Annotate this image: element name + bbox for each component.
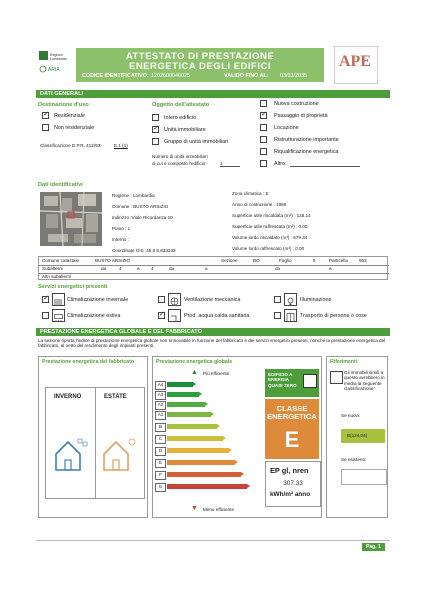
ep-label: EP gl, nren [270,466,309,475]
ape-logo-text: APE [339,53,371,70]
coordinate-field: Coordinate GIS :45,6 8,833333 [112,248,176,253]
codice-identificativo-value: 1202600046025 [151,73,190,79]
gruppo-unita-checkbox[interactable] [152,138,159,145]
nuova-costruzione-label: Nuova costruzione [274,101,319,107]
elevator-icon [284,309,297,322]
ep-box [265,461,321,507]
class-label-c: C [155,435,166,444]
subalterni-a-1-value: 4 [151,266,154,271]
class-bar-c [167,436,223,441]
riferimenti-text: Gli immobili simili a questo avrebbero in media la seguente classificazione: [344,370,385,391]
intero-edificio-label: Intero edificio [164,115,197,121]
dati-generali-bar: DATI GENERALI [36,90,390,98]
meno-efficiente-label: Meno efficiente [203,507,235,512]
classificazione-label: Classificazione D.P.R. 412/93: [40,143,102,148]
volume-riscaldato-field: Volume lordo riscaldato (m³) : 679.34 [232,235,308,240]
svg-text:Regione: Regione [50,53,64,57]
air-conditioner-icon [52,309,65,322]
riferimenti-checkbox[interactable] [330,371,343,384]
ep-value: 307.33 [283,480,303,487]
comune-catastale-value: BUSTO ARSIZIO [95,258,131,263]
altro-field[interactable] [290,166,360,167]
fabbricato-title: Prestazione energetica del fabbricato [42,359,134,365]
class-label-a1: A1 [155,411,166,420]
aerial-map-image [40,192,102,246]
unita-immobiliare-label: Unità immobiliare [164,127,206,133]
trasporto-label: Trasporto di persone o cose [300,313,367,319]
di-cui-value: 1 [220,161,240,167]
title-line-2: ENERGETICA DEGLI EDIFICI [128,61,272,72]
estate-label: ESTATE [104,394,127,400]
class-bar-g [167,484,247,489]
prestazione-bar: PRESTAZIONE ENERGETICA GLOBALE E DEL FABBRICATO [36,328,390,336]
globale-box [152,356,322,518]
foglio-label: Foglio [279,258,292,263]
riferimenti-title: Riferimenti [330,359,358,365]
acqua-calda-checkbox[interactable] [158,312,165,319]
prestazione-intro: La sezione riporta l'indice di prestazione energetica globale non rinnovabile in funzione del fabbricato e dei servizi energetici presenti, nonché la prestazione energetica del fabbricato, al netto del rendimento degli impianti presenti. [38,338,386,349]
ristrutturazione-checkbox[interactable] [260,136,267,143]
globale-title: Prestazione energetica globale [156,359,233,365]
locazione-checkbox[interactable] [260,124,267,131]
clim-inv-checkbox[interactable] [42,296,49,303]
subalterni-da-3: da [275,266,281,271]
fabbricato-box [38,356,148,518]
class-label-g: G [155,483,166,492]
class-bar-a3 [167,392,199,397]
non-residenziale-checkbox[interactable] [42,124,49,131]
destinazione-title: Destinazione d'uso [38,102,89,108]
class-bar-e [167,460,235,465]
volume-raffrescato-field: Volume lordo raffrescato (m³) : 0.00 [232,246,305,251]
class-label-b: B [155,423,166,432]
class-label-a3: A3 [155,391,166,400]
gruppo-unita-label: Gruppo di unità immobiliari [164,139,229,145]
svg-text:Lombardia: Lombardia [50,57,67,61]
ventilazione-label: Ventilazione meccanica [184,297,241,303]
riqualificazione-checkbox[interactable] [260,148,267,155]
nuova-costruzione-checkbox[interactable] [260,100,267,107]
classificazione-value: E.1 (1) [114,143,128,148]
subalterni-da-2: da [169,266,175,271]
class-bar-a1 [167,412,211,417]
residenziale-label: Residenziale [54,113,85,119]
se-nuovi-value: B(124.04) [347,433,368,438]
ep-unit: kWh/m² anno [270,491,311,498]
subalterni-label: Subalterni [42,266,63,271]
inverno-label: INVERNO [54,394,82,400]
passaggio-checkbox[interactable] [260,112,267,119]
sezione-value: BO [253,258,260,263]
acqua-calda-label: Prod. acqua calda sanitaria [184,313,250,319]
subalterni-a-2: a [205,266,208,271]
class-bar-a4 [167,382,193,387]
svg-text:ARIA: ARIA [48,67,60,73]
riferimenti-box [326,356,388,518]
header-banner [76,48,324,82]
radiator-icon [52,293,65,306]
clim-inv-label: Climatizzazione invernale [67,297,129,303]
passaggio-label: Passaggio di proprietà [274,113,328,119]
classe-badge [265,399,319,459]
ristrutturazione-label: Ristrutturazione importante [274,137,339,143]
class-label-e: E [155,459,166,468]
non-residenziale-label: Non residenziale [54,125,95,131]
valido-fino-label: VALIDO FINO AL: [224,73,269,79]
down-arrow-icon: ▼ [191,505,198,512]
altri-subalterni-label: Altri subalterni [42,274,72,279]
class-bar-b [167,424,217,429]
dati-identificativi-title: Dati identificativi [38,182,83,188]
servizi-title: Servizi energetici presenti [38,284,108,290]
unita-immobiliare-checkbox[interactable] [152,126,159,133]
subalterni-da-1-value: 4 [119,266,122,271]
di-cui-label: di cui è composto l'edificio: [152,161,207,166]
superficie-riscaldata-field: Superficie utile riscaldata (m²) : 138.14 [232,213,311,218]
residenziale-checkbox[interactable] [42,112,49,119]
subalterni-da-1: da [101,266,107,271]
se-nuovi-label: Se nuovi: [341,413,361,418]
lightbulb-icon [284,293,297,306]
foglio-value: 5 [313,258,316,263]
particella-value: 963 [359,258,367,263]
fan-icon [168,293,181,306]
class-label-f: F [155,471,166,480]
comune-field: Comune : BUSTO ARSIZIO [112,204,169,209]
nzeb-label: EDIFICIO A ENERGIA QUASI ZERO [268,372,297,388]
energy-class-scale [155,381,265,501]
class-label-d: D [155,447,166,456]
regione-field: Regione : Lombardia [112,193,155,198]
trasporto-checkbox[interactable] [274,312,281,319]
fabbricato-panel [45,387,145,499]
altro-checkbox[interactable] [260,160,267,167]
estate-house-icon [100,436,140,472]
inverno-house-icon [52,436,90,472]
up-arrow-icon: ▲ [191,369,198,376]
particella-label: Particella [329,258,348,263]
sezione-label: Sezione [221,258,238,263]
page [34,40,392,558]
class-bar-f [167,472,241,477]
subalterni-a-3: a [329,266,332,271]
codice-identificativo-label: CODICE IDENTIFICATIVO: [82,73,149,79]
altro-label: Altro: [274,161,287,167]
classe-label: CLASSE ENERGETICA [267,404,317,421]
clim-est-label: Climatizzazione estiva [67,313,121,319]
class-label-a2: A2 [155,401,166,410]
ventilazione-checkbox[interactable] [158,296,165,303]
piano-field: Piano : 1 [112,226,131,231]
oggetto-title: Oggetto dell'attestato [152,102,210,108]
class-bar-a2 [167,402,205,407]
footer-line [36,540,390,541]
piu-efficiente-label: Più efficiente [203,371,230,376]
se-esistenti-box [341,469,387,485]
ape-logo [334,46,378,84]
se-esistenti-label: Se esistenti: [341,457,367,462]
water-tap-icon [168,309,181,322]
riqualificazione-label: Riqualificazione energetica [274,149,339,155]
lombardia-rose-icon [38,50,67,76]
zona-climatica-field: Zona climatica : E [232,191,269,196]
locazione-label: Locazione [274,125,299,131]
nzeb-box [265,369,319,397]
intero-edificio-checkbox[interactable] [152,114,159,121]
superficie-raffrescata-field: Superficie utile raffrescata (m²) : 0.00 [232,224,308,229]
se-nuovi-badge [341,429,385,443]
illuminazione-label: Illuminazione [300,297,332,303]
title-line-1: ATTESTATO DI PRESTAZIONE [125,51,275,62]
interno-field: Interno : [112,237,129,242]
aerial-map-icon [40,192,102,246]
catasto-table [38,256,388,280]
numero-unita-label: Numero di unità immobiliari [152,154,208,159]
comune-catastale-label: Comune catastale [42,258,80,263]
nzeb-checkbox[interactable] [303,374,317,388]
illuminazione-checkbox[interactable] [274,296,281,303]
page-number: Pag. 1 [362,543,385,551]
indirizzo-field: Indirizzo :Viale Ricordanza 10 [112,215,173,220]
class-bar-d [167,448,229,453]
clim-est-checkbox[interactable] [42,312,49,319]
subalterni-a-1: a [137,266,140,271]
anno-costruzione-field: Anno di costruzione : 1989 [232,202,287,207]
regione-lombardia-logo [38,50,67,76]
class-label-a4: A4 [155,381,166,390]
classe-value: E [284,427,300,452]
valido-fino-value: 03/03/2035 [280,73,307,79]
